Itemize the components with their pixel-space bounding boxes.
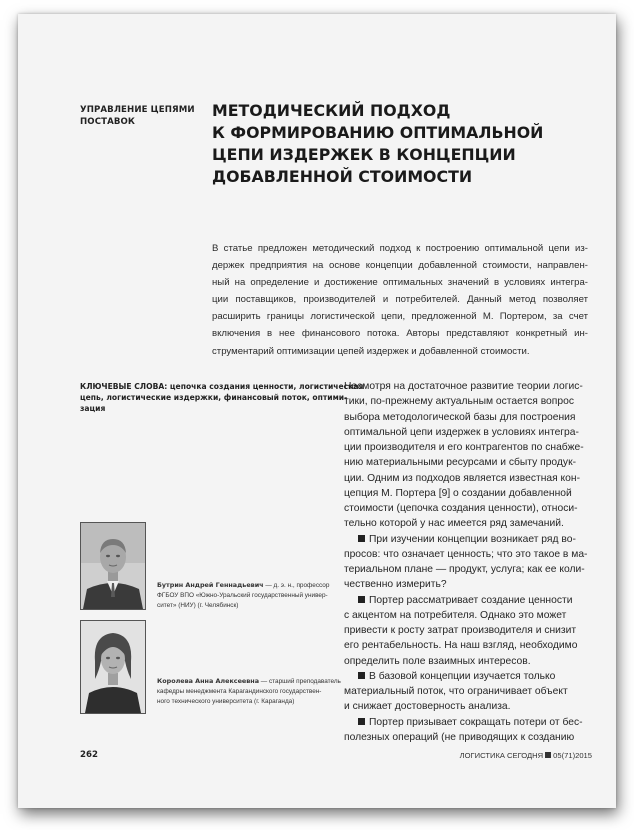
author-affiliation-line: кафедры менеджмента Карагандинского государствен- — [157, 688, 322, 695]
main-text-content: чественно измерить? — [344, 579, 447, 591]
keywords-line: цепь, логистические издержки, финансовый поток, оптими- — [80, 393, 348, 402]
keywords-line: зация — [80, 404, 106, 413]
article-abstract — [212, 240, 588, 360]
abstract-line: ции поставщиков, производителей и потребителей. Данный метод позволяет — [212, 294, 588, 306]
main-text-line — [344, 516, 592, 531]
journal-issue: 05(71)2015 — [553, 751, 592, 760]
square-bullet-icon — [545, 752, 551, 758]
main-text-line — [344, 593, 592, 608]
woman-portrait-icon — [81, 621, 145, 713]
main-text-line — [344, 577, 592, 592]
main-text-content: цепция М. Портера [9] о создании добавленной — [344, 487, 572, 499]
square-bullet-icon — [358, 535, 365, 542]
main-text-line — [344, 455, 592, 470]
author-affiliation-line: ситет» (НИУ) (г. Челябинск) — [157, 602, 239, 609]
author-affiliation-line: ного технического университета (г. Караганда) — [157, 698, 295, 705]
rubric-line: ПОСТАВОК — [80, 117, 135, 127]
main-text-line — [344, 547, 592, 562]
abstract-line: включения в нее финансового потока. Авторы представляют конкретный ин- — [212, 328, 588, 340]
section-rubric — [80, 104, 200, 128]
main-text-content: ции. Одним из подходов является известная кон- — [344, 472, 581, 484]
abstract-line: В статье предложен методический подход к построению оптимальной цепи из- — [212, 243, 588, 254]
main-text-line — [344, 715, 592, 730]
main-text-line — [344, 471, 592, 486]
article-title — [212, 100, 592, 188]
author-position: — старший преподаватель — [259, 678, 341, 685]
main-text-line — [344, 699, 592, 714]
main-text-line — [344, 562, 592, 577]
main-text-content: стоимости (цепочка создания ценности), относи- — [344, 503, 578, 514]
main-text-content: его рентабельность. На наш взгляд, необходимо — [344, 640, 578, 652]
main-text-line — [344, 669, 592, 684]
main-text-line — [344, 638, 592, 653]
title-line: ДОБАВЛЕННОЙ СТОИМОСТИ — [212, 167, 473, 186]
author-affiliation-line: ФГБОУ ВПО «Южно-Уральский государственный универ- — [157, 592, 328, 599]
main-text-line — [344, 394, 592, 409]
main-text-content: Портер призывает сокращать потери от бес- — [369, 716, 583, 728]
title-line: К ФОРМИРОВАНИЮ ОПТИМАЛЬНОЙ — [212, 123, 544, 142]
abstract-line: струментарий оптимизации цепей издержек и добавленной стоимости. — [212, 345, 530, 357]
main-text-content: материальный поток, что ограничивает объект — [344, 686, 568, 697]
main-text-content: определить поле взаимных интересов. — [344, 655, 531, 667]
main-text-line — [344, 623, 592, 638]
main-text-column — [344, 379, 592, 745]
main-text-line — [344, 486, 592, 501]
title-line: ЦЕПИ ИЗДЕРЖЕК В КОНЦЕПЦИИ — [212, 145, 516, 164]
author-name: Бутрин Андрей Геннадьевич — [157, 581, 264, 589]
abstract-line: расширить границы логистической цепи, предложенной М. Портером, за счет — [212, 311, 588, 323]
main-text-content: просов: что означает ценность; что это такое в ма- — [344, 548, 588, 560]
keywords-block — [80, 381, 364, 414]
main-text-line — [344, 501, 592, 516]
main-text-content: нию материальными ресурсами и сбыту продук- — [344, 457, 577, 469]
author-info-butrin — [157, 580, 337, 611]
keywords-line: КЛЮЧЕВЫЕ СЛОВА: цепочка создания ценности, логистическая — [80, 382, 364, 391]
main-text-line — [344, 684, 592, 699]
man-portrait-icon — [81, 523, 145, 609]
author-info-koroleva — [157, 676, 341, 707]
main-text-content: с акцентом на потребителя. Однако это может — [344, 609, 567, 621]
square-bullet-icon — [358, 672, 365, 679]
main-text-line — [344, 532, 592, 547]
journal-name: ЛОГИСТИКА СЕГОДНЯ — [459, 751, 544, 760]
main-text-content: Несмотря на достаточное развитие теории логис- — [344, 381, 583, 392]
main-text-line — [344, 608, 592, 623]
main-text-content: При изучении концепции возникает ряд во- — [369, 533, 576, 545]
journal-page — [18, 14, 616, 808]
journal-footer — [460, 751, 592, 760]
main-text-content: оптимальной цепи издержек в условиях интегра- — [344, 426, 579, 438]
main-text-content: тельно которой у нас имеется ряд замечаний. — [344, 518, 564, 530]
main-text-content: ции производителя и его контрагентов по снабже- — [344, 442, 584, 453]
main-text-line — [344, 730, 592, 745]
main-text-line — [344, 410, 592, 425]
square-bullet-icon — [358, 718, 365, 725]
main-text-content: выбора методологической базы для построения — [344, 411, 576, 423]
author-degree: — д. э. н., профессор — [263, 582, 330, 589]
main-text-line — [344, 425, 592, 440]
author-photo-koroleva — [80, 620, 146, 714]
author-photo-butrin — [80, 522, 146, 610]
main-text-content: В базовой концепции изучается только — [369, 670, 556, 682]
title-line: МЕТОДИЧЕСКИЙ ПОДХОД — [212, 101, 451, 120]
main-text-content: Портер рассматривает создание ценности — [369, 594, 573, 606]
page-number: 262 — [80, 750, 98, 760]
main-text-content: привести к росту затрат производителя и снизит — [344, 625, 577, 636]
main-text-content: тики, по-прежнему актуальным остается вопрос — [344, 396, 574, 408]
main-text-content: и снижает достоверность анализа. — [344, 701, 511, 713]
abstract-line: ный на определение и достижение оптимальных значений в условиях интегра- — [212, 277, 588, 289]
author-name: Королева Анна Алексеевна — [157, 677, 260, 685]
rubric-line: УПРАВЛЕНИЕ ЦЕПЯМИ — [80, 105, 195, 115]
main-text-content: полезных операций (не приводящих к созданию — [344, 731, 575, 743]
main-text-line — [344, 654, 592, 669]
main-text-content: териальном плане — продукт, услуга; как ее коли- — [344, 564, 585, 575]
abstract-line: держек предприятия на основе концепции добавленной стоимости, направлен- — [212, 260, 588, 272]
main-text-line — [344, 440, 592, 455]
main-text-line — [344, 379, 592, 394]
square-bullet-icon — [358, 596, 365, 603]
